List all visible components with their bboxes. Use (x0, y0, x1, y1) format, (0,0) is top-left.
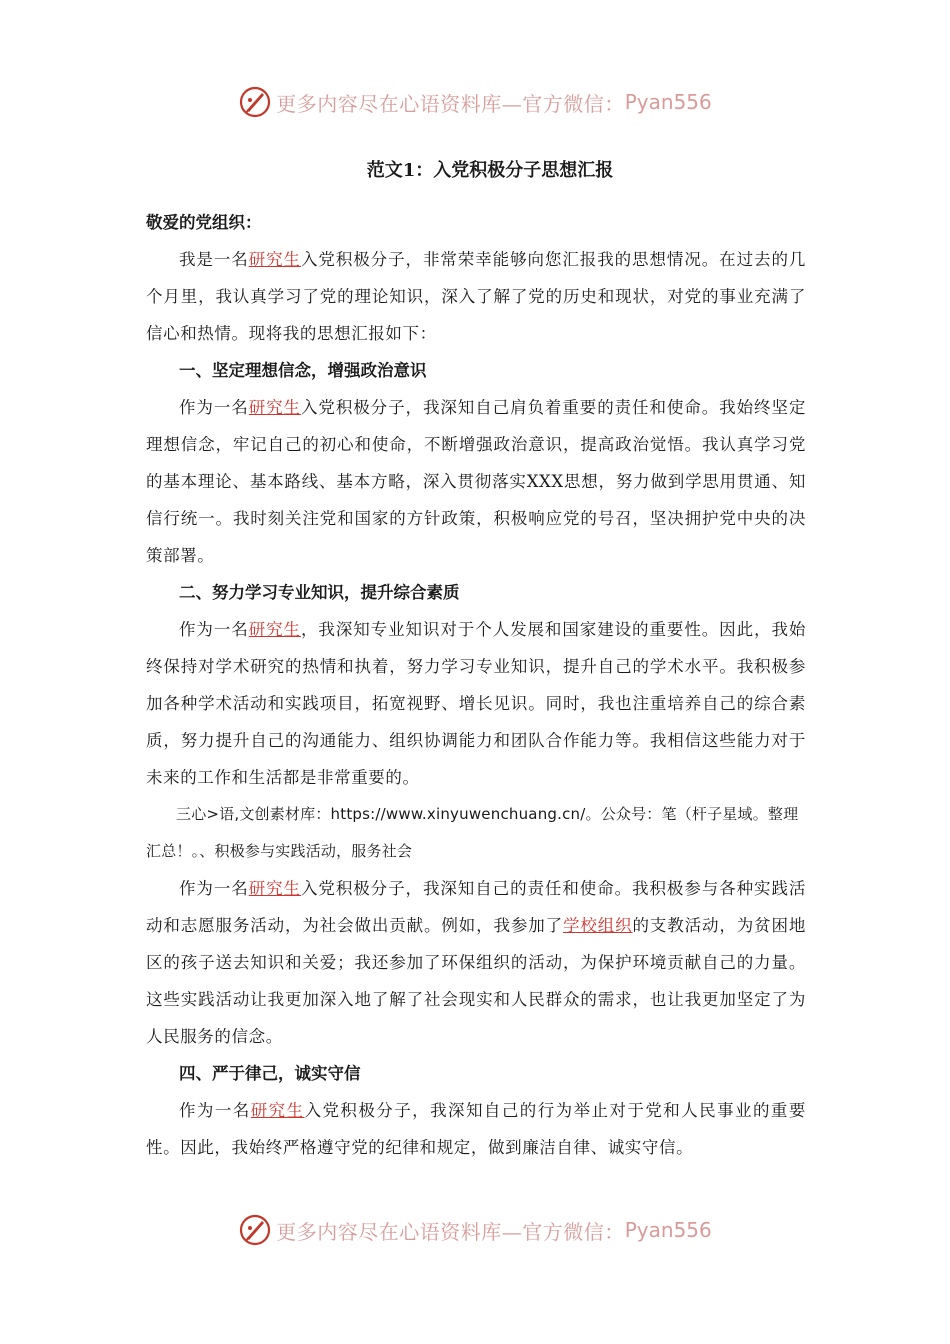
header-banner (0, 80, 950, 124)
document-title: 范文1：入党积极分子思想汇报 (366, 160, 614, 181)
school-organization-link[interactable]: 学校组织 (563, 916, 633, 935)
footer-banner (0, 1208, 950, 1252)
section-3-paragraph: 作为一名研究生入党积极分子，我深知自己的责任和使命。我积极参与各种实践活动和志愿服务活动，为社会做出贡献。例如，我参加了学校组织的支教活动，为贫困地区的孩子送去知识和关爱；我还参加了环保组织的活动，为保护环境贡献自己的力量。这些实践活动让我更加深入地了解了社会现实和人民群众的需求，也让我更加坚定了为人民服务的信念。 (146, 879, 807, 1046)
section-heading-4: 四、严于律己，诚实守信 (179, 1064, 361, 1083)
graduate-link[interactable]: 研究生 (248, 879, 301, 898)
banner-text: 更多内容尽在心语资料库—官方微信： (276, 91, 625, 116)
section-heading-2: 二、努力学习专业知识，提升综合素质 (179, 583, 460, 602)
graduate-link[interactable]: 研究生 (248, 620, 301, 639)
source-note: 三心>语,文创素材库：https://www.xinyuwenchuang.cn/。公众号：笔（杆子星域。整理汇总！。、积极参与实践活动，服务社会 (146, 805, 799, 860)
section-heading-1: 一、坚定理想信念，增强政治意识 (179, 361, 427, 380)
section-1-paragraph: 作为一名研究生入党积极分子，我深知自己肩负着重要的责任和使命。我始终坚定理想信念，牢记自己的初心和使命，不断增强政治意识，提高政治觉悟。我认真学习党的基本理论、基本路线、基本方略，深入贯彻落实XXX思想，努力做到学思用贯通、知信行统一。我时刻关注党和国家的方针政策，积极响应党的号召，坚决拥护党中央的决策部署。 (146, 398, 806, 565)
graduate-link[interactable]: 研究生 (248, 250, 301, 269)
document-body (146, 204, 806, 1166)
salutation: 敬爱的党组织： (146, 213, 262, 232)
banner-wechat-handle: Pyan556 (624, 90, 712, 114)
banner-text: 更多内容尽在心语资料库—官方微信： (276, 1219, 625, 1244)
graduate-link[interactable]: 研究生 (248, 398, 301, 417)
section-4-paragraph: 作为一名研究生入党积极分子，我深知自己的行为举止对于党和人民事业的重要性。因此，我始终严格遵守党的纪律和规定，做到廉洁自律、诚实守信。 (146, 1101, 806, 1157)
banner-wechat-handle: Pyan556 (624, 1218, 712, 1242)
quill-logo-icon (238, 85, 272, 119)
intro-paragraph: 我是一名研究生入党积极分子，非常荣幸能够向您汇报我的思想情况。在过去的几个月里，我认真学习了党的理论知识，深入了解了党的历史和现状，对党的事业充满了信心和热情。现将我的思想汇报如下： (146, 250, 806, 343)
graduate-link[interactable]: 研究生 (250, 1101, 305, 1120)
quill-logo-icon (238, 1213, 272, 1247)
section-2-paragraph: 作为一名研究生，我深知专业知识对于个人发展和国家建设的重要性。因此，我始终保持对学术研究的热情和执着，努力学习专业知识，提升自己的学术水平。我积极参加各种学术活动和实践项目，拓宽视野、增长见识。同时，我也注重培养自己的综合素质，努力提升自己的沟通能力、组织协调能力和团队合作能力等。我相信这些能力对于未来的工作和生活都是非常重要的。 (146, 620, 806, 787)
